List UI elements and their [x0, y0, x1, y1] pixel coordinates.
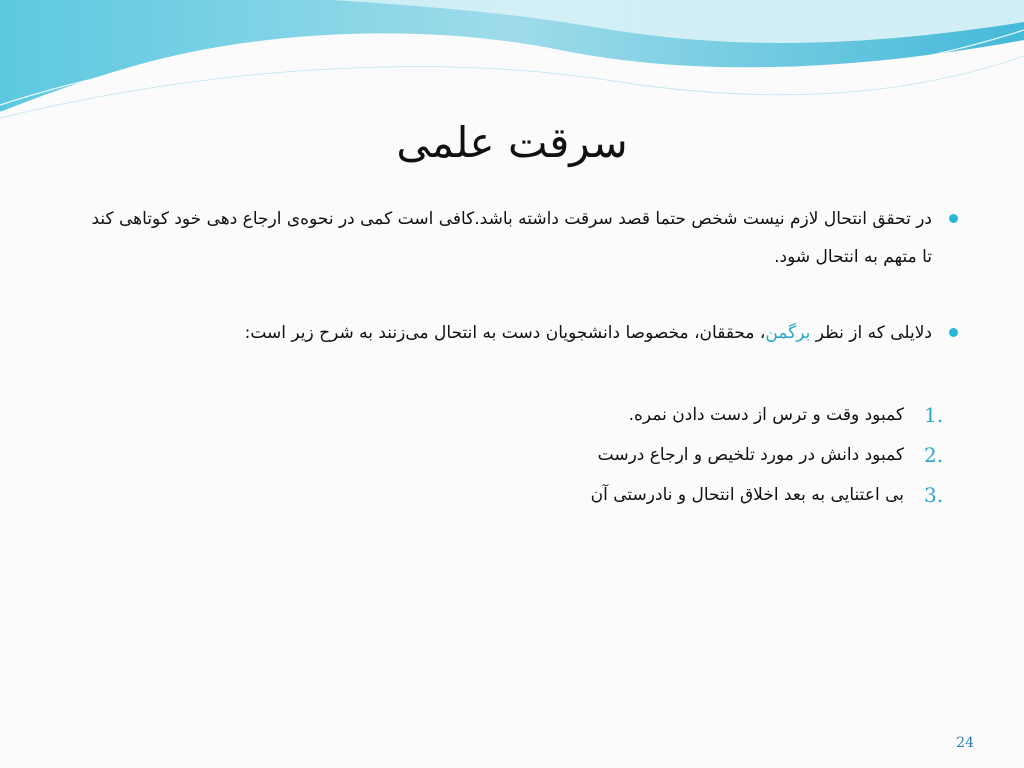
item-number: 1.	[924, 403, 944, 427]
page-number: 24	[956, 735, 974, 751]
header-wave-decoration	[0, 0, 1024, 130]
bullet-text-after: ، محققان، مخصوصا دانشجویان دست به انتحال می‌زنند به شرح زیر است:	[244, 323, 766, 343]
bullet-list	[82, 200, 932, 390]
slide-title: سرقت علمی	[396, 118, 628, 167]
item-text: بی اعتنایی به بعد اخلاق انتحال و نادرستی آن	[590, 485, 904, 505]
bullet-item	[82, 314, 932, 352]
numbered-item	[244, 395, 964, 435]
numbered-list	[244, 395, 964, 515]
numbered-item	[244, 475, 964, 515]
bullet-item	[82, 200, 932, 276]
bullet-highlight: برگمن	[765, 323, 811, 343]
numbered-item	[244, 435, 964, 475]
wave-line-3	[0, 56, 1024, 118]
item-number: 3.	[924, 483, 944, 507]
bullet-dot-icon	[949, 328, 958, 337]
item-text: کمبود دانش در مورد تلخیص و ارجاع درست	[597, 445, 904, 465]
bullet-text: در تحقق انتحال لازم نیست شخص حتما قصد سرقت داشته باشد.کافی است کمی در نحوه‌ی ارجاع دهی خود کوتاهی کند تا متهم به انتحال شود.	[91, 209, 932, 267]
item-number: 2.	[924, 443, 944, 467]
bullet-dot-icon	[949, 214, 958, 223]
item-text: کمبود وقت و ترس از دست دادن نمره.	[628, 405, 904, 425]
bullet-text-before: دلایلی که از نظر	[810, 323, 932, 343]
